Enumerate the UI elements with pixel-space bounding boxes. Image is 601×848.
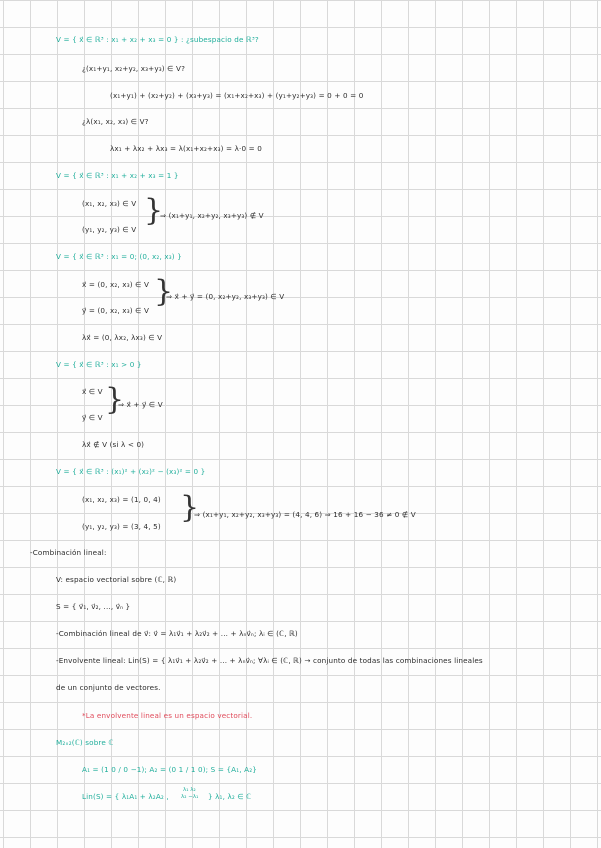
right-brace: } [180,490,200,525]
lin-s-start: Lin(S) = { λ₁A₁ + λ₂A₂ , [82,792,169,801]
vector-x-def: x⃗ = (0, x₂, x₃) ∈ V [82,280,150,289]
scalar-closure-proof: λx₁ + λx₂ + λx₃ = λ(x₁+x₂+x₃) = λ·0 = 0 [110,144,262,153]
linear-span-definition-cont: de un conjunto de vectores. [56,683,161,692]
lin-s-end: } λ₁, λ₂ ∈ ℂ [208,792,252,801]
y-values: (y₁, y₂, y₃) = (3, 4, 5) [82,522,161,531]
subspace-example-4: V = { x⃗ ∈ ℝ³ : x₁ > 0 } [56,360,142,369]
right-brace: } [154,274,174,309]
x-values: (x₁, x₂, x₃) = (1, 0, 4) [82,495,161,504]
matrix-row-2: λ₂ −λ₁ [181,794,199,800]
subspace-example-2: V = { x⃗ ∈ ℝ³ : x₁ + x₂ + x₃ = 1 } [56,171,179,180]
matrix-definitions: A₁ = (1 0 / 0 −1); A₂ = (0 1 / 1 0); S = {A₁, A₂} [82,765,257,774]
y-in-v: y⃗ ∈ V [82,413,103,422]
vector-x-membership: (x₁, x₂, x₃) ∈ V [82,199,137,208]
set-s-definition: S = { v⃗₁, v⃗₂, ..., v⃗ₙ } [56,602,131,611]
x-in-v: x⃗ ∈ V [82,387,103,396]
scalar-in-v: λx⃗ = (0, λx₂, λx₃) ∈ V [82,333,163,342]
scalar-closure-question: ¿λ(x₁, x₂, x₃) ∈ V? [82,117,149,126]
matrix-space-example: M₂ₓ₂(ℂ) sobre ℂ [56,738,114,747]
sum-not-in-v: ⇒ (x₁+y₁, x₂+y₂, x₃+y₃) ∉ V [160,211,264,220]
linear-combination-definition: -Combinación lineal de v⃗: v⃗ = λ₁v⃗₁ + λ₂v⃗₂ + ... + λₙv⃗ₙ; λᵢ ∈ (ℂ, ℝ) [56,629,298,638]
sum-closure-question: ¿(x₁+y₁, x₂+y₂, x₃+y₃) ∈ V? [82,64,186,73]
subspace-example-3: V = { x⃗ ∈ ℝ³ : x₁ = 0; (0, x₂, x₃) } [56,252,182,261]
span-note: *La envolvente lineal es un espacio vectorial. [82,711,253,720]
sum-closure-proof: (x₁+y₁) + (x₂+y₂) + (x₃+y₃) = (x₁+x₂+x₃) + (y₁+y₂+y₃) = 0 + 0 = 0 [110,91,364,100]
vector-space-definition: V: espacio vectorial sobre (ℂ, ℝ) [56,575,177,584]
vector-y-membership: (y₁, y₂, y₃) ∈ V [82,225,137,234]
right-brace: } [105,382,125,417]
subspace-question-1: V = { x⃗ ∈ ℝ³ : x₁ + x₂ + x₃ = 0 } : ¿subespacio de ℝ³? [56,35,259,44]
vector-y-def: y⃗ = (0, x₂, x₃) ∈ V [82,306,150,315]
subspace-example-5: V = { x⃗ ∈ ℝ³ : (x₁)² + (x₂)² − (x₃)² = 0 } [56,467,206,476]
counterexample-result: ⇒ (x₁+y₁, x₂+y₂, x₃+y₃) = (4, 4, 6) ⇒ 16 + 16 − 36 ≠ 0 ∉ V [194,510,416,519]
scalar-not-in-v: λx⃗ ∉ V (si λ < 0) [82,440,145,449]
sum-in-v: ⇒ x⃗ + y⃗ = (0, x₂+y₂, x₃+y₃) ∈ V [166,292,285,301]
section-heading-combinacion-lineal: -Combinación lineal: [30,548,107,557]
sum-result: ⇒ x⃗ + y⃗ ∈ V [118,400,163,409]
linear-span-definition: -Envolvente lineal: Lin(S) = { λ₁v⃗₁ + λ₂v⃗₂ + ... + λₙv⃗ₙ; ∀λᵢ ∈ (ℂ, ℝ) → conjunto de todas las combinaciones lineales [56,656,483,665]
matrix-row-1: λ₁ λ₂ [183,787,196,793]
right-brace: } [144,193,164,228]
